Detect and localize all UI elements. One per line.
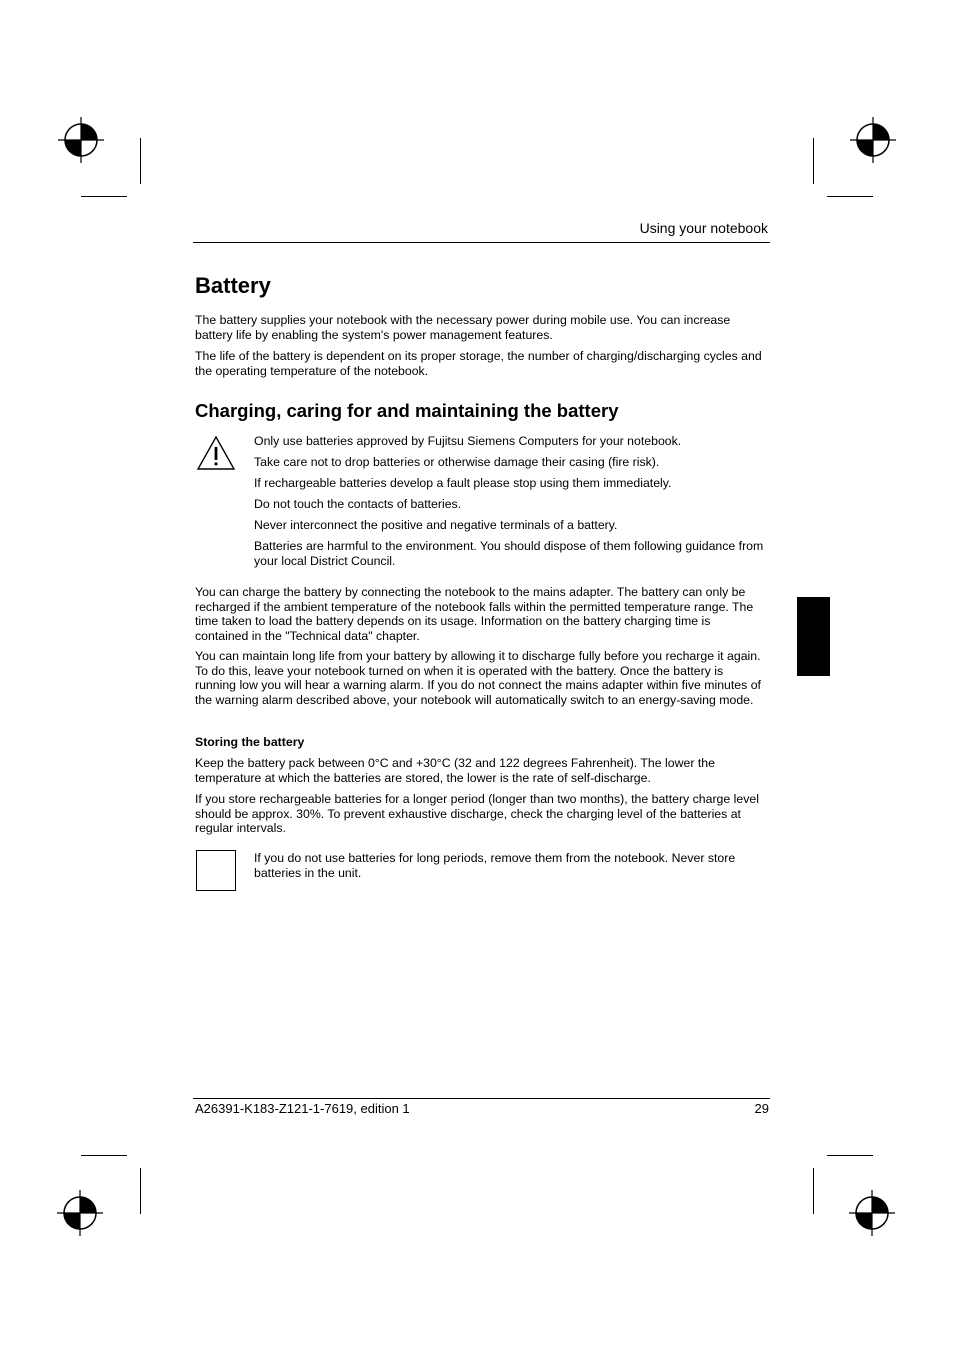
running-header: Using your notebook (639, 220, 768, 236)
body-paragraph: If you store rechargeable batteries for a longer period (longer than two months), the battery charge level should be approx. 30%. To prevent exhaustive discharge, check the charging level of the batteries at regular intervals. (195, 792, 759, 836)
body-paragraph: You can maintain long life from your battery by allowing it to discharge fully before you recharge it again. To do this, leave your notebook turned on when it is operated with the battery. Once the battery is running low you will hear a warning alarm. If you do not connect the mains adapter within five minutes of the warning alarm described above, your notebook will automatically switch to an energy-saving mode. (195, 649, 761, 707)
registration-mark-icon (58, 117, 104, 163)
crop-line (813, 1168, 814, 1214)
charging-section (195, 585, 765, 643)
intro-paragraph: The battery supplies your notebook with the necessary power during mobile use. You can increase battery life by enabling the system's power management features. (195, 313, 731, 342)
crop-line (827, 196, 873, 197)
storing-section (195, 792, 765, 836)
crop-line (81, 1155, 127, 1156)
intro-section (195, 349, 765, 378)
page-title: Battery (195, 273, 271, 298)
intro-paragraph: The life of the battery is dependent on its proper storage, the number of charging/discharging cycles and the operating temperature of the notebook. (195, 349, 762, 378)
warning-item: Do not touch the contacts of batteries. (254, 496, 462, 511)
crop-line (140, 1168, 141, 1214)
registration-mark-icon (57, 1190, 103, 1236)
crop-line (813, 138, 814, 184)
crop-line (827, 1155, 873, 1156)
document-id: A26391-K183-Z121-1-7619, edition 1 (195, 1101, 410, 1116)
registration-mark-icon (849, 1190, 895, 1236)
note-section (254, 851, 766, 880)
header-rule (193, 242, 770, 243)
footer-rule (193, 1098, 770, 1099)
warning-item: Only use batteries approved by Fujitsu Siemens Computers for your notebook. (254, 434, 682, 448)
warning-item: Never interconnect the positive and negative terminals of a battery. (254, 517, 618, 532)
warning-item: Batteries are harmful to the environment. You should dispose of them following guidance from your local District Council. (254, 538, 764, 568)
intro-section (195, 313, 765, 342)
note-text: If you do not use batteries for long periods, remove them from the notebook. Never store batteries in the unit. (254, 851, 736, 880)
registration-mark-icon (850, 117, 896, 163)
page-number: 29 (754, 1101, 769, 1116)
chapter-tab-marker (797, 597, 830, 676)
body-paragraph: You can charge the battery by connecting the notebook to the mains adapter. The battery can only be recharged if the ambient temperature of the notebook falls within the permitted temperature range. The time taken to load the battery depends on its usage. Information on the battery charging time is contained in the "Technical data" chapter. (195, 585, 754, 643)
warning-item: If rechargeable batteries develop a fault please stop using them immediately. (254, 475, 672, 490)
subsection-heading: Storing the battery (195, 735, 305, 749)
storing-section (195, 756, 765, 785)
charging-section (195, 649, 765, 707)
section-heading: Charging, caring for and maintaining the battery (195, 400, 619, 421)
crop-line (81, 196, 127, 197)
warning-list (254, 434, 766, 575)
crop-line (140, 138, 141, 184)
body-paragraph: Keep the battery pack between 0°C and +30°C (32 and 122 degrees Fahrenheit). The lower the temperature at which the batteries are stored, the lower is the rate of self-discharge. (195, 756, 715, 785)
warning-triangle-icon (196, 435, 236, 471)
warning-item: Take care not to drop batteries or otherwise damage their casing (fire risk). (254, 454, 660, 469)
note-box-icon (196, 850, 236, 891)
